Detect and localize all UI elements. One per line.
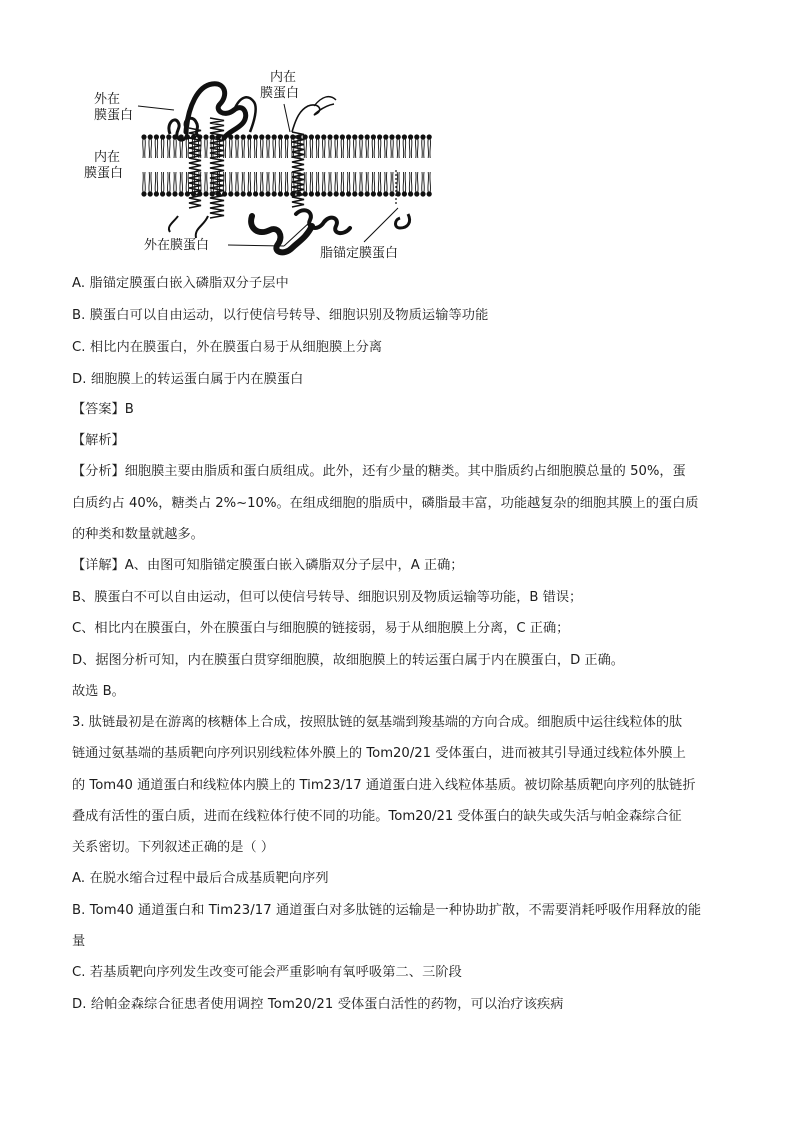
- q3-option-b-continued: 量: [72, 934, 86, 949]
- q3-stem-line: 关系密切。下列叙述正确的是（ ）: [72, 840, 275, 855]
- q3-option-a: A. 在脱水缩合过程中最后合成基质靶向序列: [72, 871, 329, 886]
- label-outer-protein-bottom: 外在膜蛋白: [144, 238, 210, 253]
- outer-protein-bottom-shape: [251, 216, 312, 252]
- q2-analysis-line: 【分析】细胞膜主要由脂质和蛋白质组成。此外，还有少量的糖类。其中脂质约占细胞膜总量的 50%，蛋: [72, 464, 686, 479]
- q2-option-c: C. 相比内在膜蛋白，外在膜蛋白易于从细胞膜上分离: [72, 340, 383, 355]
- label-outer-protein-left: 外在 膜蛋白: [94, 92, 134, 123]
- pointer-outer-left: [138, 106, 174, 110]
- label-inner-protein-top: 内在 膜蛋白: [260, 70, 300, 101]
- q3-stem-line: 的 Tom40 通道蛋白和线粒体内膜上的 Tim23/17 通道蛋白进入线粒体基质。被切除基质靶向序列的肽链折: [72, 778, 696, 793]
- membrane-protein-figure: [78, 66, 438, 266]
- q2-detail-line: 故选 B。: [72, 684, 125, 699]
- inner-protein-top-strand: [292, 104, 334, 132]
- q3-option-c: C. 若基质靶向序列发生改变可能会严重影响有氧呼吸第二、三阶段: [72, 965, 462, 980]
- q2-detail-line: 【详解】A、由图可知脂锚定膜蛋白嵌入磷脂双分子层中，A 正确；: [72, 558, 464, 573]
- q2-answer: 【答案】B: [72, 402, 134, 417]
- q3-option-d: D. 给帕金森综合征患者使用调控 Tom20/21 受体蛋白活性的药物，可以治疗该疾病: [72, 997, 564, 1012]
- q3-stem-line: 链通过氨基端的基质靶向序列识别线粒体外膜上的 Tom20/21 受体蛋白，进而被其引导通过线粒体外膜上: [72, 746, 686, 761]
- pointer-lipid-anchor: [364, 208, 398, 242]
- q2-analysis-line: 的种类和数量就越多。: [72, 527, 204, 542]
- q2-option-a: A. 脂锚定膜蛋白嵌入磷脂双分子层中: [72, 276, 289, 291]
- q2-detail-line: C、相比内在膜蛋白，外在膜蛋白与细胞膜的链接弱，易于从细胞膜上分离，C 正确；: [72, 621, 570, 636]
- q2-option-b: B. 膜蛋白可以自由运动，以行使信号转导、细胞识别及物质运输等功能: [72, 308, 489, 323]
- label-lipid-anchored-protein: 脂锚定膜蛋白: [320, 246, 399, 261]
- q3-option-b: B. Tom40 通道蛋白和 Tim23/17 通道蛋白对多肽链的运输是一种协助扩散，不需要消耗呼吸作用释放的能: [72, 903, 702, 918]
- label-inner-protein-left: 内在 膜蛋白: [84, 150, 124, 181]
- q2-detail-line: D、据图分析可知，内在膜蛋白贯穿细胞膜，故细胞膜上的转运蛋白属于内在膜蛋白，D 正确。: [72, 653, 624, 668]
- q2-option-d: D. 细胞膜上的转运蛋白属于内在膜蛋白: [72, 372, 304, 387]
- q3-stem-line: 叠成有活性的蛋白质，进而在线粒体行使不同的功能。Tom20/21 受体蛋白的缺失或失活与帕金森综合征: [72, 809, 682, 824]
- transmembrane-helix-3: [291, 132, 305, 207]
- q2-analysis-line: 白质约占 40%，糖类占 2%~10%。在组成细胞的脂质中，磷脂最丰富，功能越复杂的细胞其膜上的蛋白质: [72, 496, 699, 511]
- q2-detail-line: B、膜蛋白不可以自由运动，但可以使信号转导、细胞识别及物质运输等功能，B 错误；: [72, 590, 583, 605]
- transmembrane-helix-2: [209, 118, 225, 218]
- q2-analysis-title: 【解析】: [72, 433, 125, 448]
- transmembrane-helix-1: [188, 128, 202, 208]
- pointer-inner-top: [284, 104, 290, 132]
- q3-stem-line: 3. 肽链最初是在游离的核糖体上合成，按照肽链的氨基端到羧基端的方向合成。细胞质中运往线粒体的肽: [72, 715, 683, 730]
